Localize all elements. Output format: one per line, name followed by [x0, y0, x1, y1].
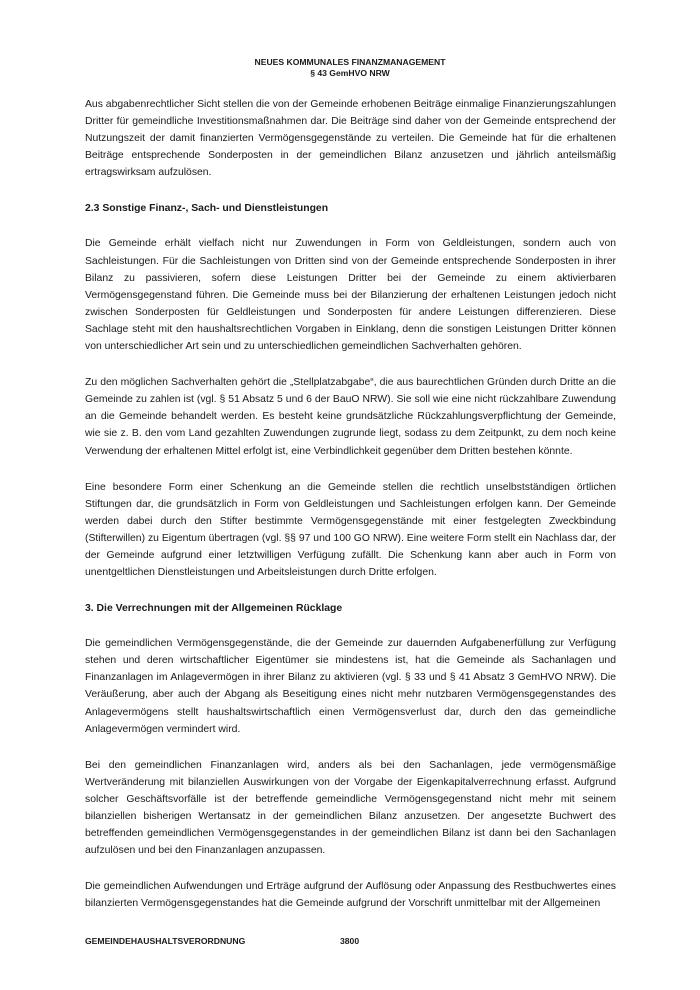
- page-number: 3800: [340, 936, 360, 946]
- page-header: [0, 57, 700, 79]
- footer-title: GEMEINDEHAUSHALTSVERORDNUNG: [85, 936, 246, 946]
- section-heading: 3. Die Verrechnungen mit der Allgemeinen Rücklage: [85, 603, 343, 615]
- paragraph: Aus abgabenrechtlicher Sicht stellen die von der Gemeinde erhobenen Beiträge einmalige Finanzierungszahlungen Dritter für gemeindliche Investitionsmaßnahmen dar. Die Beiträge sind daher von der Gemeinde entsprechend der Nutzungszeit der damit finanzierten Vermögensgegenstände zu verteilen. Die Gemeinde hat für die erhaltenen Beiträge entsprechende Sonderposten in der gemeindlichen Bilanz anzusetzen und jährlich anteilsmäßig ertragswirksam aufzulösen.: [85, 99, 616, 179]
- section-heading: 2.3 Sonstige Finanz-, Sach- und Dienstleistungen: [85, 203, 329, 215]
- document-body: [85, 96, 616, 931]
- header-title: NEUES KOMMUNALES FINANZMANAGEMENT: [254, 57, 446, 67]
- header-section: § 43 GemHVO NRW: [310, 68, 390, 78]
- paragraph: Bei den gemeindlichen Finanzanlagen wird, anders als bei den Sachanlagen, jede vermögensmäßige Wertveränderung mit bilanziellen Auswirkungen von der Vorgabe der Eigenkapitalverrechnung erfasst. Aufgrund solcher Geschäftsvorfälle ist der betreffende gemeindliche Vermögensgegenstand nicht mehr mit seinem bilanziellen bisherigen Wertansatz in der gemeindlichen Bilanz anzusetzen. Der angesetzte Buchwert des betreffenden gemeindlichen Vermögensgegenstandes in der gemeindlichen Bilanz ist dann bei den Sachanlagen aufzulösen und bei den Finanzanlagen anzupassen.: [85, 759, 616, 857]
- paragraph: Eine besondere Form einer Schenkung an die Gemeinde stellen die rechtlich unselbstständigen örtlichen Stiftungen dar, die grundsätzlich in Form von Geldleistungen und Sachleistungen erfolgen kann. Der Gemeinde werden dabei durch den Stifter bestimmte Vermögensgegenstände mit einer festgelegten Zweckbindung (Stifterwillen) zu Eigentum übertragen (vgl. §§ 97 und 100 GO NRW). Eine weitere Form stellt ein Nachlass dar, der der Gemeinde aufgrund einer letztwilligen Verfügung zufällt. Die Schenkung kann aber auch in Form von unentgeltlichen Dienstleistungen und Arbeitsleistungen durch Dritte erfolgen.: [85, 481, 616, 579]
- paragraph: Die gemeindlichen Vermögensgegenstände, die der Gemeinde zur dauernden Aufgabenerfüllung zur Verfügung stehen und deren wirtschaftlicher Eigentümer sie mindestens ist, hat die Gemeinde als Sachanlagen und Finanzanlagen im Anlagevermögen in ihrer Bilanz zu aktivieren (vgl. § 33 und § 41 Absatz 3 GemHVO NRW). Die Veräußerung, aber auch der Abgang als Beseitigung eines nicht mehr nutzbaren Vermögensgegenstandes des Anlagevermögens stellt haushaltswirtschaftlich einen Vermögensverlust dar, durch den das gemeindliche Anlagevermögen vermindert wird.: [85, 638, 616, 735]
- paragraph: Die Gemeinde erhält vielfach nicht nur Zuwendungen in Form von Geldleistungen, sondern auch von Sachleistungen. Für die Sachleistungen von Dritten sind von der Gemeinde entsprechende Sonderposten in ihrer Bilanz zu passivieren, sofern diese Leistungen Dritter bei der Gemeinde zu einem aktivierbaren Vermögensgegenstand führen. Die Gemeinde muss bei der Bilanzierung der erhaltenen Leistungen jedoch nicht zwischen Sonderposten für Geldleistungen und Sonderposten für andere Leistungen differenzieren. Diese Sachlage steht mit den haushaltsrechtlichen Vorgaben in Einklang, denn die sonstigen Leistungen Dritter können von unterschiedlicher Art sein und zu unterschiedlichen gemeindlichen Sachverhalten gehören.: [85, 238, 616, 353]
- paragraph: Die gemeindlichen Aufwendungen und Erträge aufgrund der Auflösung oder Anpassung des Restbuchwertes eines bilanzierten Vermögensgegenstandes hat die Gemeinde aufgrund der Vorschrift unmittelbar mit der Allgemeinen: [85, 881, 616, 910]
- paragraph: Zu den möglichen Sachverhalten gehört die „Stellplatzabgabe“, die aus baurechtlichen Gründen durch Dritte an die Gemeinde zu zahlen ist (vgl. § 51 Absatz 5 und 6 der BauO NRW). Sie soll wie eine nicht rückzahlbare Zuwendung an die Gemeinde behandelt werden. Es besteht keine grundsätzliche Rückzahlungsverpflichtung der Gemeinde, wie sie z. B. den vom Land gezahlten Zuwendungen zugrunde liegt, sodass zu dem Zeitpunkt, zu dem noch keine Verwendung der erhaltenen Mittel erfolgt ist, eine Verbindlichkeit gegenüber dem Dritten bestehen könnte.: [85, 377, 616, 457]
